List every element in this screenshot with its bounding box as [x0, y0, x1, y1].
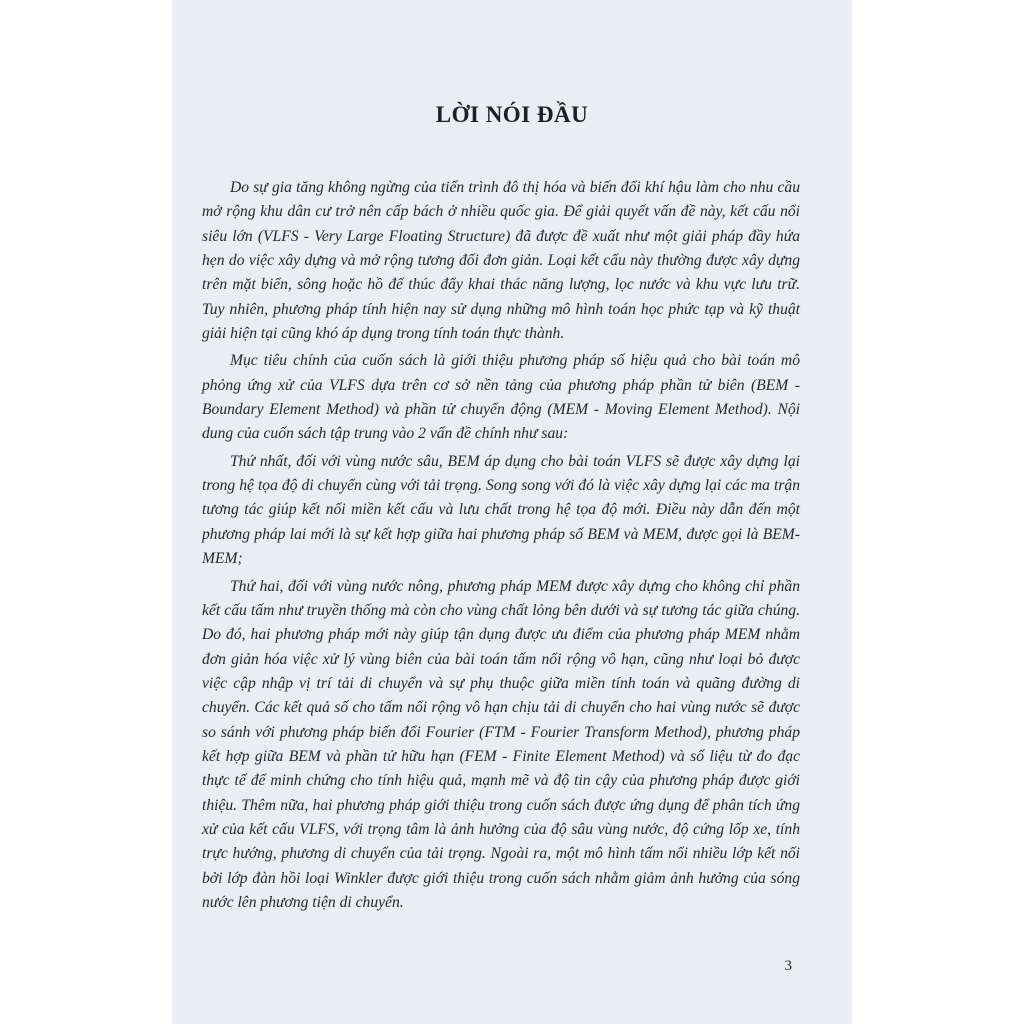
page-title: LỜI NÓI ĐẦU — [435, 102, 589, 127]
paragraph: Thứ nhất, đối với vùng nước sâu, BEM áp dụng cho bài toán VLFS sẽ được xây dựng lại trong hệ tọa độ di chuyển cùng với tải trọng. Song song với đó là việc xây dựng lại các ma trận tương tác giúp kết nối miền kết cấu và lưu chất trong hệ tọa độ mới. Điều này dẫn đến một phương pháp lai mới là sự kết hợp giữa hai phương pháp số BEM và MEM, được gọi là BEM-MEM; — [202, 452, 800, 568]
page-body — [202, 176, 800, 918]
book-page — [172, 0, 852, 1024]
page-number: 3 — [784, 958, 792, 974]
paragraph: Thứ hai, đối với vùng nước nông, phương pháp MEM được xây dựng cho không chỉ phần kết cấu tấm như truyền thống mà còn cho vùng chất lỏng bên dưới và sự tương tác giữa chúng. Do đó, hai phương pháp mới này giúp tận dụng được ưu điểm của phương pháp MEM nhằm đơn giản hóa việc xử lý vùng biên của bài toán tấm nổi rộng vô hạn, cũng như loại bỏ được việc cập nhập vị trí tải di chuyển và sự phụ thuộc giữa miền tính toán và quãng đường di chuyển. Các kết quả số cho tấm nổi rộng vô hạn chịu tải di chuyển cho hai vùng nước sẽ được so sánh với phương pháp biến đổi Fourier (FTM - Fourier Transform Method), phương pháp kết hợp giữa BEM và phần tử hữu hạn (FEM - Finite Element Method) và số liệu từ đo đạc thực tế để minh chứng cho tính hiệu quả, mạnh mẽ và độ tin cậy của phương pháp được giới thiệu. Thêm nữa, hai phương pháp giới thiệu trong cuốn sách được ứng dụng để phân tích ứng xử của kết cấu VLFS, với trọng tâm là ảnh hưởng của độ sâu vùng nước, độ cứng lốp xe, tính trực hướng, phương di chuyển của tải trọng. Ngoài ra, một mô hình tấm nổi nhiều lớp kết nối bởi lớp đàn hồi loại Winkler được giới thiệu trong cuốn sách nhằm giảm ảnh hưởng của sóng nước lên phương tiện di chuyển. — [202, 577, 800, 911]
paragraph: Mục tiêu chính của cuốn sách là giới thiệu phương pháp số hiệu quả cho bài toán mô phỏng ứng xử của VLFS dựa trên cơ sở nền tảng của phương pháp phần tử biên (BEM - Boundary Element Method) và phần tử chuyển động (MEM - Moving Element Method). Nội dung của cuốn sách tập trung vào 2 vấn đề chính như sau: — [202, 352, 800, 443]
paragraph: Do sự gia tăng không ngừng của tiến trình đô thị hóa và biến đổi khí hậu làm cho nhu cầu mở rộng khu dân cư trở nên cấp bách ở nhiều quốc gia. Để giải quyết vấn đề này, kết cấu nổi siêu lớn (VLFS - Very Large Floating Structure) đã được đề xuất như một giải pháp đầy hứa hẹn do việc xây dựng và mở rộng tương đối đơn giản. Loại kết cấu này thường được xây dựng trên mặt biển, sông hoặc hồ để thúc đẩy khai thác năng lượng, lọc nước và khu vực lưu trữ. Tuy nhiên, phương pháp tính hiện nay sử dụng những mô hình toán học phức tạp và kỹ thuật giải hiện tại cũng khó áp dụng trong tính toán thực thành. — [202, 179, 800, 343]
